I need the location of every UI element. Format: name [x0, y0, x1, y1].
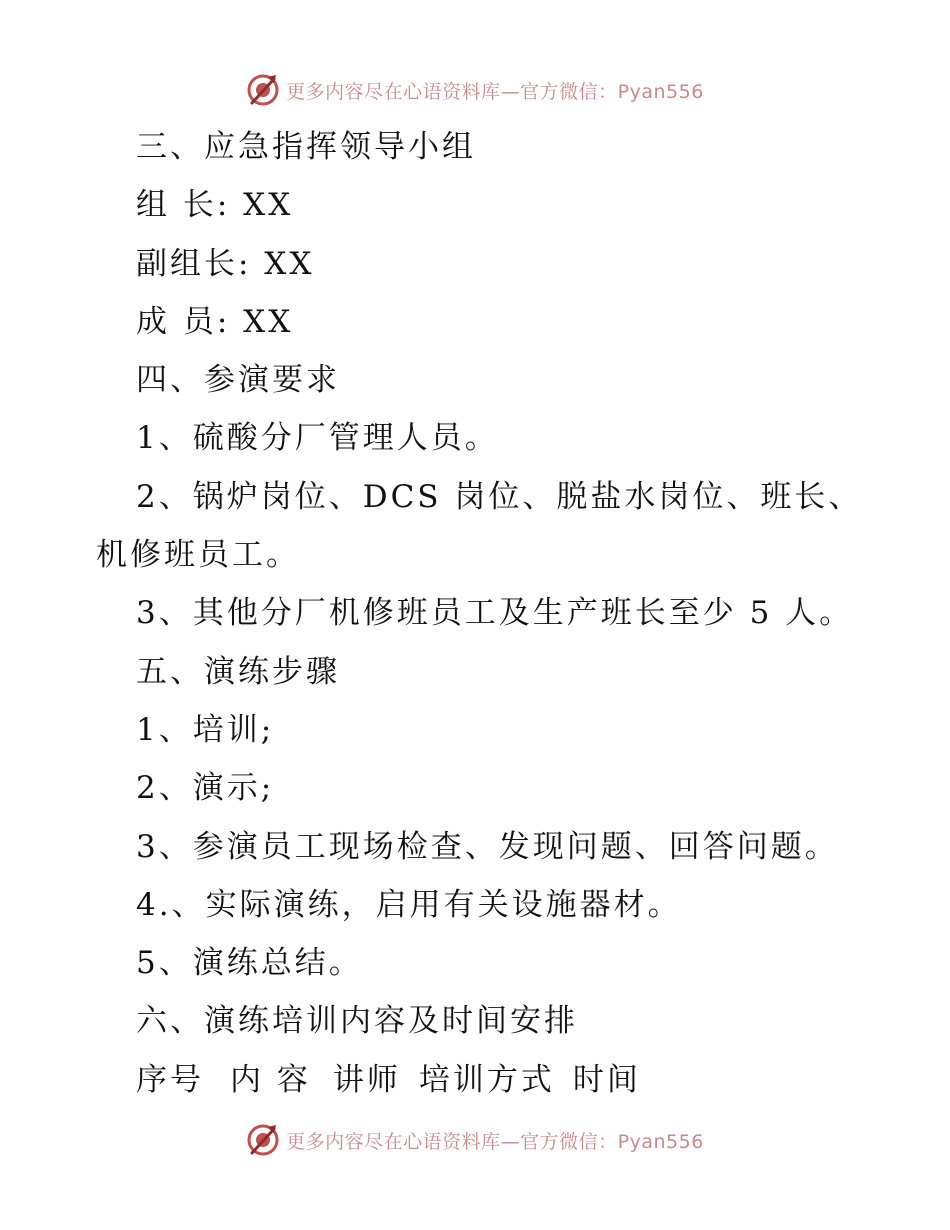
step-item-2: 2、演示; — [136, 770, 275, 807]
footer-watermark — [0, 1120, 950, 1160]
section-heading-6: 六、演练培训内容及时间安排 — [136, 1003, 578, 1040]
header-lecturer: 讲师 — [332, 1061, 401, 1098]
schedule-table-header — [0, 1051, 950, 1109]
header-method: 培训方式 — [418, 1061, 555, 1098]
step-item-4: 4.、实际演练，启用有关设施器材。 — [136, 886, 682, 923]
quill-logo-icon — [246, 1123, 280, 1157]
step-item-3: 3、参演员工现场检查、发现问题、回答问题。 — [136, 828, 839, 865]
requirement-item-2: 2、锅炉岗位、DCS 岗位、脱盐水岗位、班长、 — [136, 478, 863, 515]
section-heading-4: 四、参演要求 — [136, 362, 340, 399]
watermark-text: 更多内容尽在心语资料库—官方微信：Pyan556 — [286, 1130, 704, 1153]
section-heading-3: 三、应急指挥领导小组 — [136, 129, 476, 165]
quill-logo-icon — [246, 73, 280, 107]
header-content: 内 容 — [230, 1061, 311, 1098]
header-seq: 序号 — [136, 1061, 204, 1098]
document-body — [0, 118, 950, 1109]
header-watermark — [0, 70, 950, 110]
header-time: 时间 — [572, 1061, 641, 1098]
watermark-text: 更多内容尽在心语资料库—官方微信：Pyan556 — [286, 80, 704, 103]
members-line: 成 员: XX — [136, 303, 294, 340]
requirement-item-2-continued: 机修班员工。 — [96, 537, 300, 574]
leader-line: 组 长: XX — [136, 187, 294, 224]
step-item-1: 1、培训; — [136, 711, 275, 748]
requirement-item-1: 1、硫酸分厂管理人员。 — [136, 420, 499, 457]
section-heading-5: 五、演练步骤 — [136, 653, 340, 690]
requirement-item-3: 3、其他分厂机修班员工及生产班长至少 5 人。 — [136, 595, 854, 632]
deputy-leader-line: 副组长: XX — [136, 245, 315, 282]
step-item-5: 5、演练总结。 — [136, 945, 363, 982]
